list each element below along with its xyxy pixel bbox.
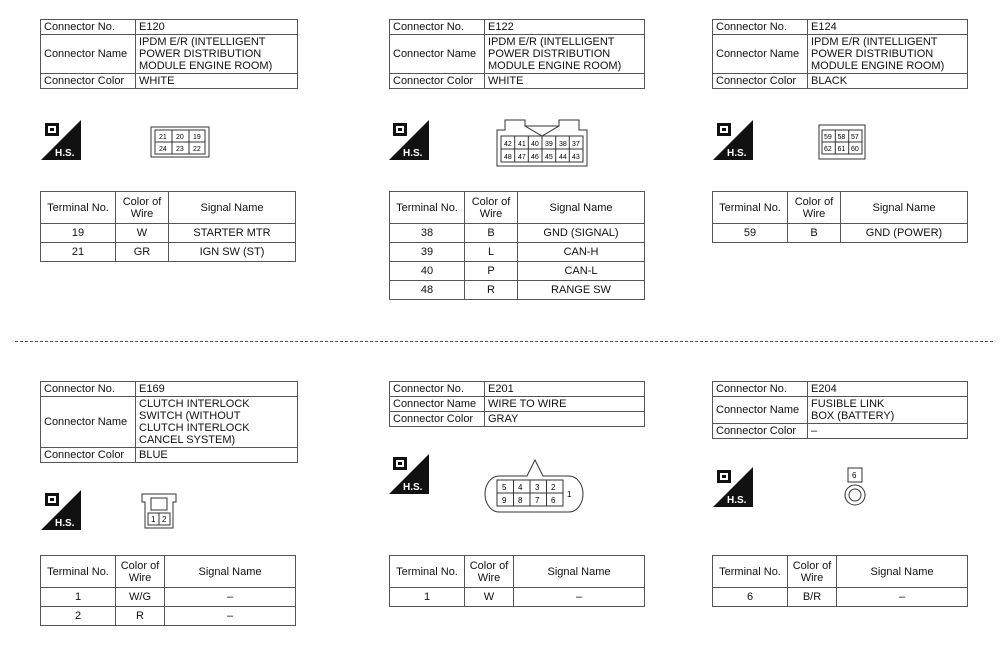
- label-connector-color: Connector Color: [390, 412, 485, 427]
- table-row: 21 GR IGN SW (ST): [41, 243, 296, 262]
- table-row: 1 W/G –: [41, 588, 296, 607]
- header-signal-name: Signal Name: [169, 192, 296, 224]
- connector-no-value: E124: [808, 20, 968, 35]
- pin-label: 9: [502, 496, 507, 505]
- table-row: 1 W –: [390, 588, 645, 607]
- connector-name-value: WIRE TO WIRE: [485, 397, 645, 412]
- label-connector-name: Connector Name: [390, 397, 485, 412]
- label-connector-no: Connector No.: [390, 20, 485, 35]
- pin-label: 24: [159, 146, 167, 153]
- label-connector-no: Connector No.: [713, 382, 808, 397]
- label-connector-no: Connector No.: [41, 20, 136, 35]
- pin-label: 41: [518, 141, 526, 148]
- harness-side-icon: [389, 454, 429, 494]
- label-connector-color: Connector Color: [41, 74, 136, 89]
- label-connector-color: Connector Color: [713, 424, 808, 439]
- pin-label: 23: [176, 146, 184, 153]
- header-terminal-no: Terminal No.: [390, 556, 465, 588]
- label-connector-name: Connector Name: [41, 35, 136, 74]
- connector-info-table-e122: [389, 19, 645, 89]
- connector-name-value: FUSIBLE LINK BOX (BATTERY): [808, 397, 968, 424]
- label-connector-name: Connector Name: [713, 397, 808, 424]
- pin-label: 8: [518, 496, 523, 505]
- header-color-of-wire: Color of Wire: [788, 192, 841, 224]
- connector-face-e204: [840, 466, 870, 508]
- pin-label: 20: [176, 134, 184, 141]
- table-row: 39 L CAN-H: [390, 243, 645, 262]
- connector-face-e122: [495, 116, 589, 168]
- table-row: 48 R RANGE SW: [390, 281, 645, 300]
- harness-side-icon: [713, 120, 753, 160]
- pin-label: 1: [567, 490, 572, 499]
- label-connector-no: Connector No.: [390, 382, 485, 397]
- pin-label: 58: [837, 134, 846, 141]
- pin-label: 60: [851, 146, 859, 153]
- table-row: 19 W STARTER MTR: [41, 224, 296, 243]
- label-connector-no: Connector No.: [713, 20, 808, 35]
- pin-label: 3: [535, 483, 540, 492]
- label-connector-color: Connector Color: [41, 448, 136, 463]
- connector-face-e201: [483, 456, 585, 516]
- connector-face-e169: [140, 490, 178, 530]
- harness-side-icon: [389, 120, 429, 160]
- connector-name-value: CLUTCH INTERLOCK SWITCH (WITHOUT CLUTCH INTERLOCK CANCEL SYSTEM): [136, 397, 298, 448]
- pin-label: 37: [572, 141, 580, 148]
- table-row: 6 B/R –: [713, 588, 968, 607]
- harness-side-icon: [41, 490, 81, 530]
- connector-color-value: –: [808, 424, 968, 439]
- pin-label: 6: [852, 471, 857, 480]
- table-row: 38 B GND (SIGNAL): [390, 224, 645, 243]
- connector-color-value: GRAY: [485, 412, 645, 427]
- header-signal-name: Signal Name: [518, 192, 645, 224]
- connector-face-e124: [818, 124, 866, 160]
- header-color-of-wire: Color of Wire: [465, 556, 514, 588]
- connector-no-value: E120: [136, 20, 298, 35]
- svg-text:H.S.: H.S.: [55, 148, 75, 159]
- connector-no-value: E201: [485, 382, 645, 397]
- svg-text:H.S.: H.S.: [727, 148, 747, 159]
- pin-label: 42: [504, 141, 512, 148]
- connector-name-value: IPDM E/R (INTELLIGENT POWER DISTRIBUTION MODULE ENGINE ROOM): [136, 35, 298, 74]
- header-terminal-no: Terminal No.: [713, 192, 788, 224]
- connector-color-value: WHITE: [136, 74, 298, 89]
- pin-label: 22: [193, 146, 201, 153]
- connector-face-e120: [150, 126, 210, 158]
- header-terminal-no: Terminal No.: [713, 556, 788, 588]
- connector-name-value: IPDM E/R (INTELLIGENT POWER DISTRIBUTION MODULE ENGINE ROOM): [485, 35, 645, 74]
- svg-text:H.S.: H.S.: [727, 495, 747, 506]
- pin-label: 43: [572, 154, 580, 161]
- harness-side-icon: [41, 120, 81, 160]
- connector-no-value: E122: [485, 20, 645, 35]
- header-terminal-no: Terminal No.: [390, 192, 465, 224]
- pin-label: 2: [162, 515, 167, 524]
- terminal-table-e201: [389, 555, 645, 607]
- header-terminal-no: Terminal No.: [41, 192, 116, 224]
- connector-no-value: E204: [808, 382, 968, 397]
- label-connector-color: Connector Color: [713, 74, 808, 89]
- connector-info-table-e124: [712, 19, 968, 89]
- svg-text:H.S.: H.S.: [403, 482, 423, 493]
- label-connector-no: Connector No.: [41, 382, 136, 397]
- pin-label: 47: [518, 154, 526, 161]
- connector-color-value: BLACK: [808, 74, 968, 89]
- label-connector-color: Connector Color: [390, 74, 485, 89]
- header-signal-name: Signal Name: [514, 556, 645, 588]
- pin-label: 46: [531, 154, 539, 161]
- pin-label: 38: [559, 141, 567, 148]
- connector-color-value: WHITE: [485, 74, 645, 89]
- table-row: 59 B GND (POWER): [713, 224, 968, 243]
- pin-label: 4: [518, 483, 523, 492]
- pin-label: 57: [851, 134, 859, 141]
- header-signal-name: Signal Name: [165, 556, 296, 588]
- label-connector-name: Connector Name: [713, 35, 808, 74]
- pin-label: 5: [502, 483, 507, 492]
- terminal-table-e204: [712, 555, 968, 607]
- connector-info-table-e204: [712, 381, 968, 439]
- header-terminal-no: Terminal No.: [41, 556, 116, 588]
- header-color-of-wire: Color of Wire: [116, 556, 165, 588]
- pin-label: 62: [824, 146, 832, 153]
- header-color-of-wire: Color of Wire: [788, 556, 837, 588]
- pin-label: 2: [551, 483, 556, 492]
- connector-info-table-e169: [40, 381, 298, 463]
- connector-name-value: IPDM E/R (INTELLIGENT POWER DISTRIBUTION MODULE ENGINE ROOM): [808, 35, 968, 74]
- pin-label: 40: [531, 141, 539, 148]
- connector-color-value: BLUE: [136, 448, 298, 463]
- pin-label: 39: [545, 141, 553, 148]
- header-color-of-wire: Color of Wire: [465, 192, 518, 224]
- harness-side-icon: [713, 467, 753, 507]
- header-signal-name: Signal Name: [841, 192, 968, 224]
- pin-label: 7: [535, 496, 540, 505]
- label-connector-name: Connector Name: [390, 35, 485, 74]
- terminal-table-e169: [40, 555, 296, 626]
- pin-label: 21: [159, 134, 167, 141]
- pin-label: 48: [504, 154, 512, 161]
- section-divider: [15, 341, 993, 342]
- pin-label: 6: [551, 496, 556, 505]
- header-color-of-wire: Color of Wire: [116, 192, 169, 224]
- terminal-table-e120: [40, 191, 296, 262]
- svg-text:H.S.: H.S.: [403, 148, 423, 159]
- pin-label: 61: [837, 146, 846, 153]
- table-row: 2 R –: [41, 607, 296, 626]
- table-row: 40 P CAN-L: [390, 262, 645, 281]
- pin-label: 44: [559, 154, 567, 161]
- svg-text:H.S.: H.S.: [55, 518, 75, 529]
- terminal-table-e124: [712, 191, 968, 243]
- pin-label: 45: [545, 154, 553, 161]
- pin-label: 59: [824, 134, 832, 141]
- connector-no-value: E169: [136, 382, 298, 397]
- connector-info-table-e120: [40, 19, 298, 89]
- label-connector-name: Connector Name: [41, 397, 136, 448]
- connector-info-table-e201: [389, 381, 645, 427]
- pin-label: 19: [193, 134, 201, 141]
- pin-label: 1: [151, 515, 156, 524]
- header-signal-name: Signal Name: [837, 556, 968, 588]
- terminal-table-e122: [389, 191, 645, 300]
